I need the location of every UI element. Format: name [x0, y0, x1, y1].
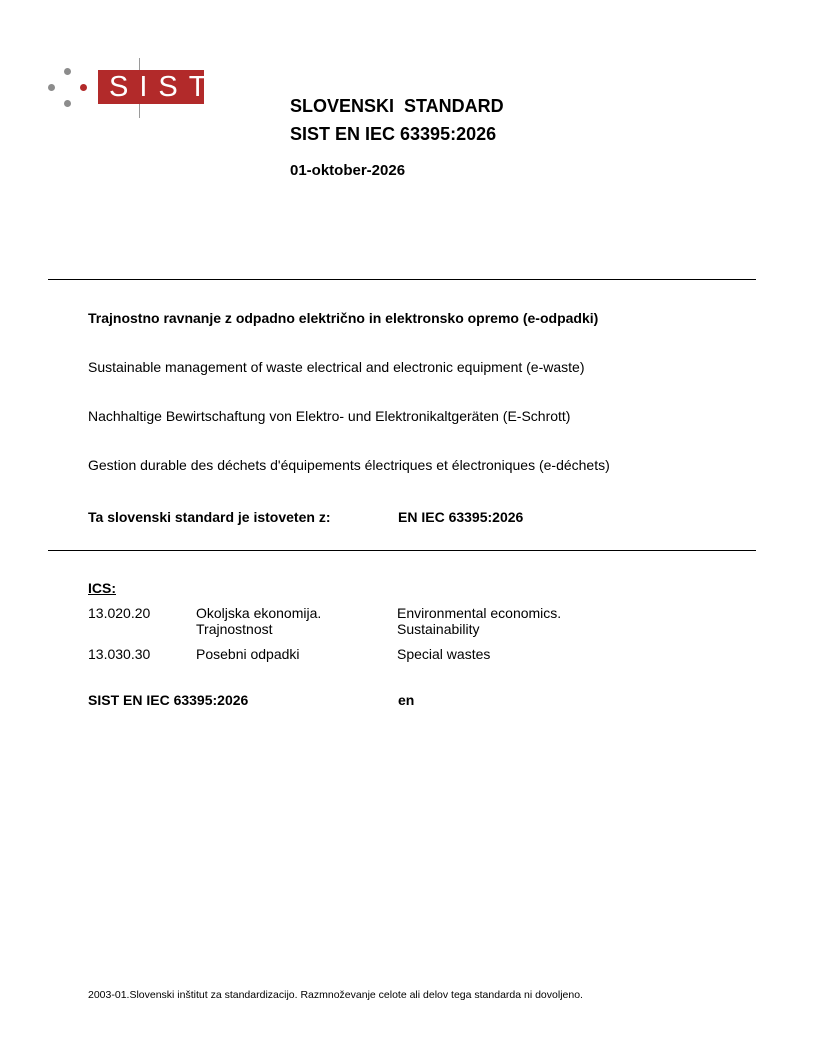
- title-german: Nachhaltige Bewirtschaftung von Elektro- und Elektronikaltgeräten (E-Schrott): [88, 408, 571, 424]
- title-french: Gestion durable des déchets d'équipements électriques et électroniques (e-déchets): [88, 457, 610, 473]
- bottom-standard-code: SIST EN IEC 63395:2026: [88, 692, 249, 708]
- logo-dot-icon: [80, 84, 87, 91]
- ics-en-line: Environmental economics.: [397, 605, 562, 621]
- bottom-rule: [48, 550, 756, 551]
- ics-sl-line: Posebni odpadki: [196, 646, 300, 662]
- logo-dot-icon: [64, 68, 71, 75]
- ics-sl-line: Okoljska ekonomija.: [196, 605, 322, 621]
- language-code: en: [398, 692, 415, 708]
- ics-code: 13.020.20: [88, 605, 151, 621]
- publication-date: 01-oktober-2026: [290, 162, 406, 179]
- copyright-footer: 2003-01.Slovenski inštitut za standardizacijo. Razmnoževanje celote ali delov tega standarda ni dovoljeno.: [88, 989, 583, 1001]
- ics-code: 13.030.30: [88, 646, 151, 662]
- identity-label: Ta slovenski standard je istoveten z:: [88, 509, 331, 525]
- title-slovenian: Trajnostno ravnanje z odpadno električno in elektronsko opremo (e-odpadki): [88, 310, 599, 326]
- top-rule: [48, 279, 756, 280]
- logo-dot-icon: [48, 84, 55, 91]
- logo-wordmark: SIST: [98, 70, 204, 104]
- standard-code: SIST EN IEC 63395:2026: [290, 124, 497, 144]
- title-english: Sustainable management of waste electrical and electronic equipment (e-waste): [88, 359, 585, 375]
- ics-heading: ICS:: [88, 580, 116, 596]
- ics-en-line: Sustainability: [397, 621, 480, 637]
- ics-en-line: Special wastes: [397, 646, 491, 662]
- standard-label: SLOVENSKI STANDARD: [290, 96, 504, 116]
- ics-sl-line: Trajnostnost: [196, 621, 273, 637]
- logo-dot-icon: [64, 100, 71, 107]
- identity-value: EN IEC 63395:2026: [398, 509, 524, 525]
